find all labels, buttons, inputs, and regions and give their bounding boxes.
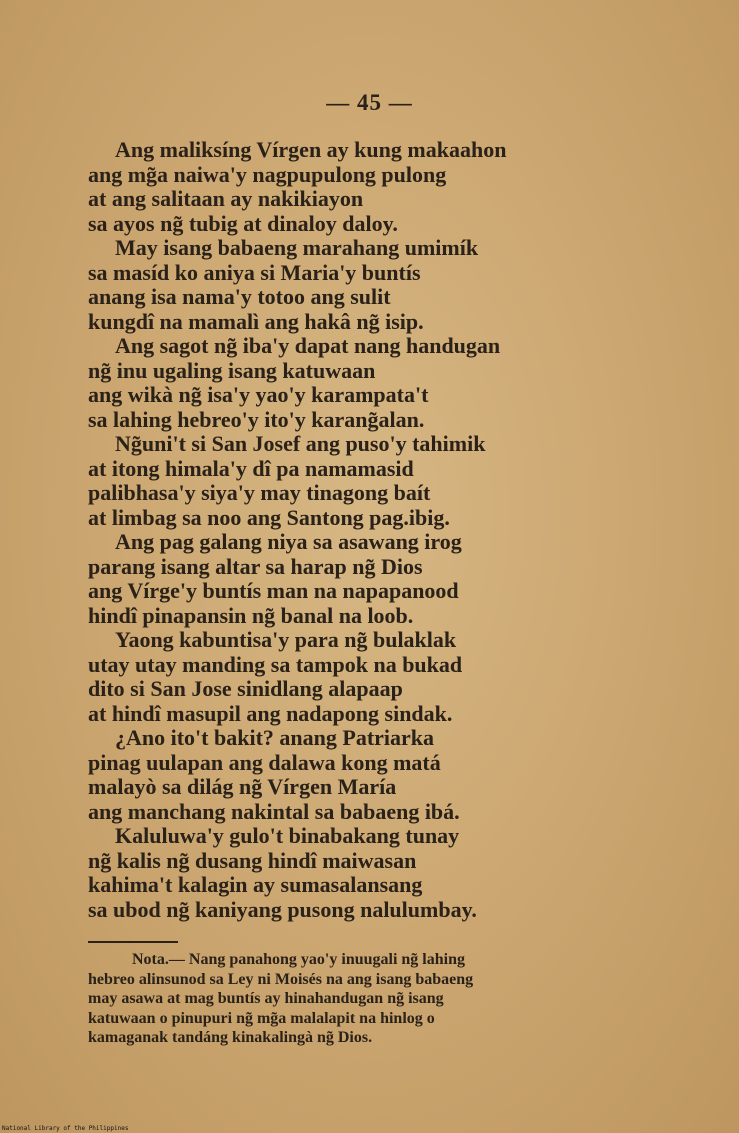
verse-line: ng̃ kalis ng̃ dusang hindî maiwasan	[88, 847, 417, 873]
verse-line: kahima't kalagin ay sumasalansang	[88, 872, 423, 897]
verse-line: palibhasa'y siya'y may tinagong baít	[88, 480, 431, 505]
verse-line: parang isang altar sa harap ng̃ Dios	[88, 553, 423, 579]
verse-line: sa ayos ng̃ tubig at dinaloy daloy.	[88, 210, 398, 236]
verse-line: sa masíd ko aniya si Maria'y buntís	[88, 259, 421, 285]
verse-line: May isang babaeng marahang umimík	[115, 235, 479, 260]
verse-line: at itong himala'y dî pa namamasid	[88, 455, 414, 481]
verse-line: at ang salitaan ay nakikiayon	[88, 186, 364, 211]
verse-line: at hindî masupil ang nadapong sindak.	[88, 700, 453, 726]
verse-line: hindî pinapansin ng̃ banal na loob.	[88, 602, 414, 628]
verse-line: Ang sagot ng̃ iba'y dapat nang handugan	[115, 333, 501, 358]
footnote-line: katuwaan o pinupuri ng̃ mg̃a malalapit na hinlog o	[88, 1009, 435, 1027]
verse-line: pinag uulapan ang dalawa kong matá	[88, 749, 441, 775]
verse-line: utay utay manding sa tampok na bukad	[88, 651, 463, 677]
verse-line: sa lahing hebreo'y ito'y karang̃alan.	[88, 406, 425, 432]
library-watermark: National Library of the Philippines	[2, 1125, 129, 1132]
verse-line: anang isa nama'y totoo ang sulit	[88, 284, 391, 309]
footnote-line: hebreo alinsunod sa Ley ni Moisés na ang isang babaeng	[88, 970, 474, 988]
stanza	[88, 726, 608, 824]
footnote-divider	[88, 941, 178, 943]
verse-line: Ng̃uni't si San Josef ang puso'y tahimik	[115, 431, 486, 456]
footnote-line: kamaganak tandáng kinakalingà ng̃ Dios.	[88, 1029, 373, 1046]
verse-line: at limbag sa noo ang Santong pag.ibig.	[88, 504, 450, 530]
verse-line: ang manchang nakintal sa babaeng ibá.	[88, 798, 460, 824]
verse-line: Yaong kabuntisa'y para ng̃ bulaklak	[115, 627, 457, 652]
stanza	[88, 236, 608, 334]
verse-line: sa ubod ng̃ kaniyang pusong nalulumbay.	[88, 896, 477, 922]
stanza	[88, 138, 608, 236]
footnote	[88, 950, 628, 1048]
verse-line: Ang pag galang niya sa asawang irog	[115, 529, 462, 554]
verse-line: kungdî na mamalì ang hakâ ng̃ isip.	[88, 308, 424, 334]
verse-line: ang mg̃a naiwa'y nagpupulong pulong	[88, 161, 447, 187]
poem-body	[88, 138, 608, 922]
page-number: — 45 —	[326, 90, 413, 115]
stanza	[88, 824, 608, 922]
footnote-line: Nota.— Nang panahong yao'y inuugali ng̃ lahing	[132, 951, 465, 968]
verse-line: ng̃ inu ugaling isang katuwaan	[88, 357, 376, 383]
verse-line: dito si San Jose sinidlang alapaap	[88, 676, 403, 701]
verse-line: ¿Ano ito't bakit? anang Patriarka	[115, 725, 435, 750]
stanza	[88, 628, 608, 726]
verse-line: ang wikà ng̃ isa'y yao'y karampata't	[88, 382, 429, 407]
verse-line: malayò sa dilág ng̃ Vírgen María	[88, 774, 397, 799]
stanza	[88, 530, 608, 628]
footnote-line: may asawa at mag buntís ay hinahandugan ng̃ isang	[88, 990, 444, 1007]
verse-line: Kaluluwa'y gulo't binabakang tunay	[115, 823, 460, 848]
verse-line: Ang maliksíng Vírgen ay kung makaahon	[115, 137, 507, 162]
verse-line: ang Vírge'y buntís man na napapanood	[88, 578, 459, 603]
stanza	[88, 334, 608, 432]
stanza	[88, 432, 608, 530]
